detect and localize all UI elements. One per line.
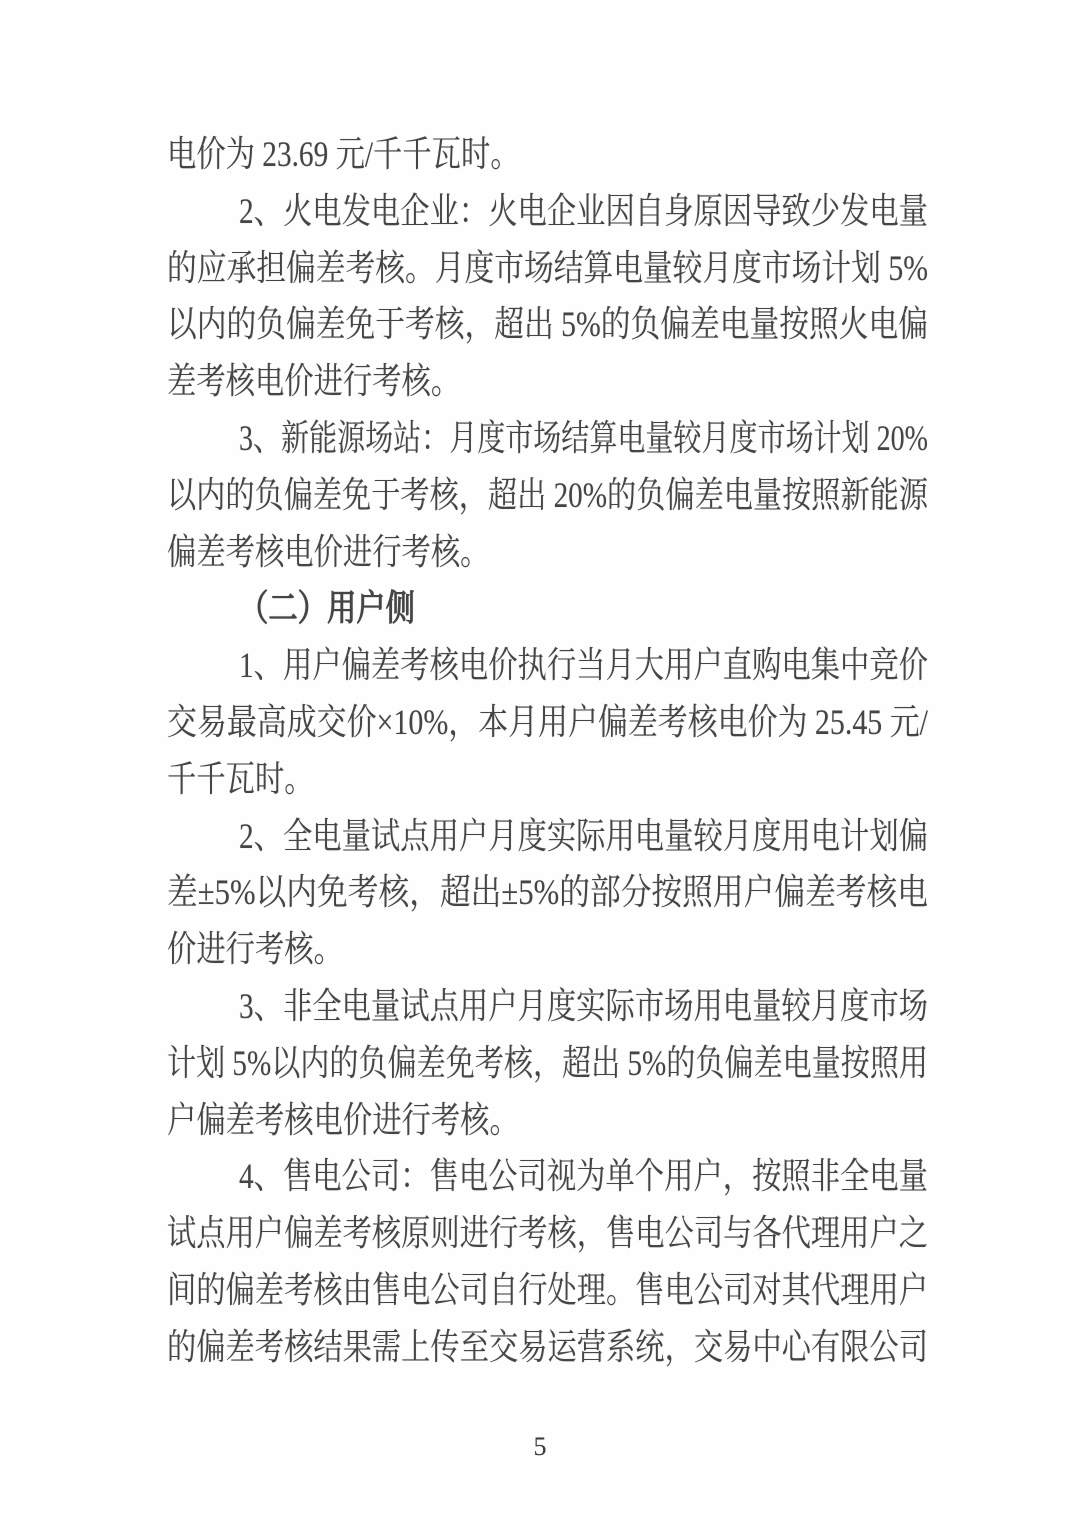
text-line-content: 偏差考核电价进行考核。 — [167, 531, 490, 572]
text-line — [167, 183, 928, 240]
text-line-content: 1、用户偏差考核电价执行当月大用户直购电集中竞价 — [239, 645, 928, 686]
text-line — [167, 296, 928, 353]
text-line — [167, 808, 928, 865]
text-line-content: 电价为 23.69 元/千千瓦时。 — [167, 134, 520, 174]
page-number: 5 — [533, 1432, 547, 1461]
text-line-content: 计划 5%以内的负偏差免考核，超出 5%的负偏差电量按照用 — [167, 1042, 928, 1083]
text-line — [167, 864, 928, 921]
text-line — [167, 1319, 928, 1376]
text-line-content: 试点用户偏差考核原则进行考核，售电公司与各代理用户之 — [167, 1213, 928, 1254]
text-line-content: 的应承担偏差考核。月度市场结算电量较月度市场计划 5% — [167, 247, 928, 288]
text-line — [167, 637, 928, 694]
text-line-content: 3、新能源场站：月度市场结算电量较月度市场计划 20% — [239, 417, 928, 458]
text-line — [167, 978, 928, 1035]
text-line — [167, 353, 928, 410]
text-line-content: 3、非全电量试点用户月度实际市场用电量较月度市场 — [239, 985, 928, 1026]
text-line — [167, 126, 928, 183]
text-line — [167, 1205, 928, 1262]
text-line — [167, 1262, 928, 1319]
text-line — [167, 694, 928, 751]
text-line-content: 2、火电发电企业：火电企业因自身原因导致少发电量 — [239, 190, 928, 231]
section-heading — [167, 580, 928, 637]
text-line-content: （二）用户侧 — [239, 588, 415, 629]
text-line-content: 差考核电价进行考核。 — [167, 361, 461, 402]
text-line-content: 户偏差考核电价进行考核。 — [167, 1099, 519, 1140]
text-line-content: 的偏差考核结果需上传至交易运营系统，交易中心有限公司 — [167, 1326, 928, 1367]
text-line-content: 2、全电量试点用户月度实际用电量较月度用电计划偏 — [239, 815, 928, 856]
text-line — [167, 467, 928, 524]
text-line — [167, 1092, 928, 1149]
text-line-content: 4、售电公司：售电公司视为单个用户，按照非全电量 — [239, 1156, 928, 1197]
document-body — [167, 126, 928, 1376]
text-line — [167, 1035, 928, 1092]
text-line — [167, 751, 928, 808]
text-line — [167, 524, 928, 581]
text-line-content: 千千瓦时。 — [167, 758, 314, 799]
text-line-content: 以内的负偏差免于考核，超出 20%的负偏差电量按照新能源 — [167, 474, 928, 515]
text-line-content: 交易最高成交价×10%，本月用户偏差考核电价为 25.45 元/ — [167, 701, 928, 742]
text-line — [167, 1148, 928, 1205]
text-line-content: 差±5%以内免考核，超出±5%的部分按照用户偏差考核电 — [167, 872, 928, 913]
text-line-content: 以内的负偏差免于考核，超出 5%的负偏差电量按照火电偏 — [167, 304, 928, 345]
text-line — [167, 410, 928, 467]
text-line-content: 价进行考核。 — [167, 929, 343, 970]
text-line — [167, 921, 928, 978]
text-line — [167, 240, 928, 297]
text-line-content: 间的偏差考核由售电公司自行处理。售电公司对其代理用户 — [167, 1269, 928, 1310]
